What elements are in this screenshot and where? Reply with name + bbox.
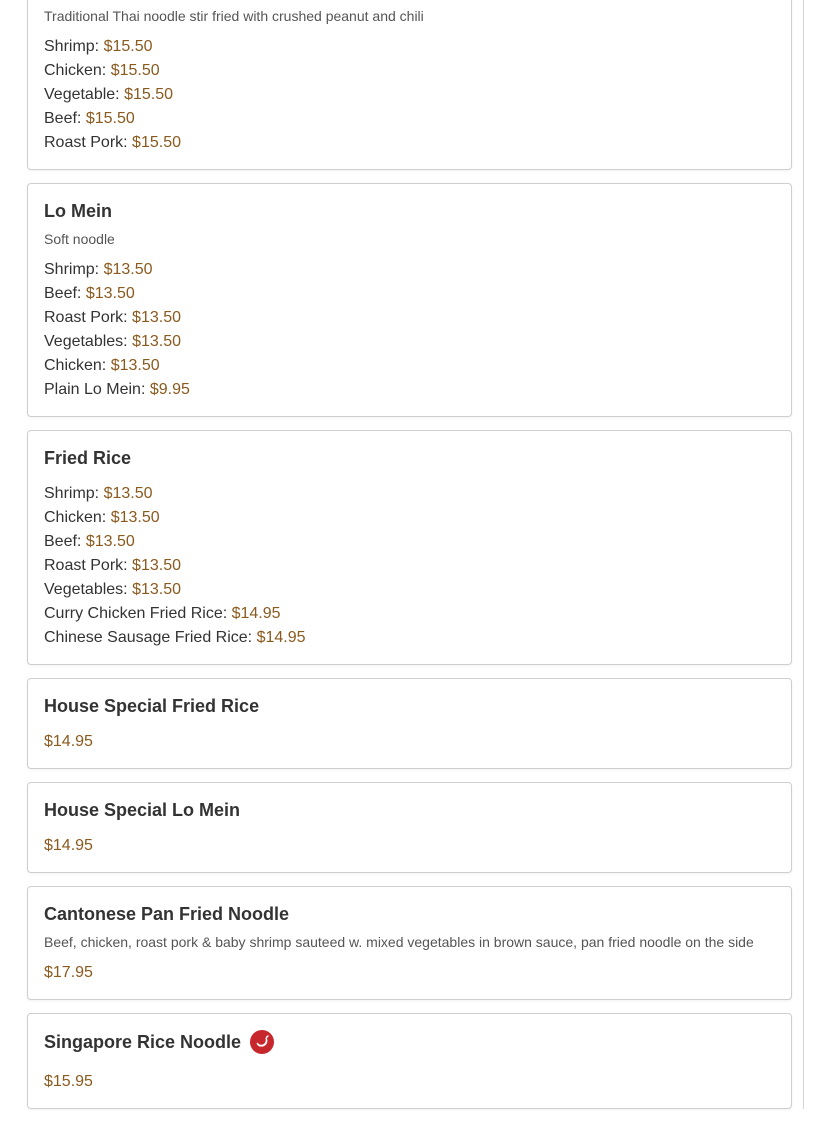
menu-item-price: $14.95: [44, 837, 93, 854]
option-price: $13.50: [103, 261, 153, 278]
price-option[interactable]: [44, 306, 775, 330]
menu-item-price: $17.95: [44, 964, 93, 981]
option-price: $13.50: [103, 485, 153, 502]
price-option[interactable]: [44, 83, 775, 107]
option-label: Chicken:: [44, 62, 107, 79]
price-option[interactable]: [44, 578, 775, 602]
option-label: Roast Pork:: [44, 557, 128, 574]
menu-item-card[interactable]: [27, 1013, 792, 1109]
option-label: Beef:: [44, 110, 82, 127]
option-price: $13.50: [85, 533, 135, 550]
option-price: $13.50: [110, 509, 160, 526]
option-price: $9.95: [149, 381, 190, 398]
option-price: $13.50: [132, 557, 181, 574]
price-option[interactable]: [44, 131, 775, 155]
option-label: Shrimp:: [44, 261, 100, 278]
menu-item-description: Soft noodle: [44, 231, 115, 247]
price-option[interactable]: [44, 482, 775, 506]
price-option[interactable]: [44, 258, 775, 282]
option-label: Curry Chicken Fried Rice:: [44, 605, 228, 622]
price-option[interactable]: [44, 378, 775, 402]
page-edge-divider: [803, 0, 804, 1109]
option-label: Chicken:: [44, 509, 107, 526]
option-price: $13.50: [132, 333, 182, 350]
price-option[interactable]: [44, 554, 775, 578]
option-price: $15.50: [85, 110, 135, 127]
menu-list: [27, 0, 792, 1122]
menu-item-title: Fried Rice: [44, 448, 132, 468]
price-option[interactable]: [44, 330, 775, 354]
menu-item-title: House Special Fried Rice: [44, 696, 260, 716]
menu-item-description: Traditional Thai noodle stir fried with crushed peanut and chili: [44, 8, 424, 24]
menu-item-description: Beef, chicken, roast pork & baby shrimp sauteed w. mixed vegetables in brown sauce, pan fried noodle on the side: [44, 934, 754, 950]
option-price: $13.50: [85, 285, 135, 302]
menu-item-card[interactable]: [27, 430, 792, 665]
price-option[interactable]: [44, 35, 775, 59]
menu-item-card[interactable]: [27, 678, 792, 769]
option-label: Beef:: [44, 285, 82, 302]
menu-item-price: $14.95: [44, 733, 93, 750]
menu-item-title: Cantonese Pan Fried Noodle: [44, 904, 290, 924]
menu-item-header: [44, 1030, 775, 1054]
menu-item-card[interactable]: [27, 782, 792, 873]
option-label: Roast Pork:: [44, 309, 128, 326]
option-label: Chinese Sausage Fried Rice:: [44, 629, 253, 646]
price-option[interactable]: [44, 282, 775, 306]
menu-item-title: Singapore Rice Noodle: [44, 1032, 242, 1052]
option-price: $15.50: [110, 62, 160, 79]
option-label: Plain Lo Mein:: [44, 381, 146, 398]
menu-item-title: Lo Mein: [44, 201, 112, 221]
menu-item-card[interactable]: [27, 886, 792, 1000]
option-label: Shrimp:: [44, 38, 100, 55]
price-option[interactable]: [44, 602, 775, 626]
price-option[interactable]: [44, 59, 775, 83]
option-label: Vegetable:: [44, 86, 120, 103]
menu-item-card[interactable]: [27, 0, 792, 170]
option-price: $13.50: [132, 309, 181, 326]
price-option[interactable]: [44, 354, 775, 378]
option-label: Chicken:: [44, 357, 107, 374]
option-label: Vegetables:: [44, 333, 128, 350]
price-option[interactable]: [44, 506, 775, 530]
option-price: $15.50: [132, 134, 181, 151]
option-label: Vegetables:: [44, 581, 128, 598]
price-option[interactable]: [44, 626, 775, 650]
option-price: $15.50: [124, 86, 174, 103]
menu-item-card[interactable]: [27, 183, 792, 417]
price-option[interactable]: [44, 530, 775, 554]
menu-item-title: House Special Lo Mein: [44, 800, 241, 820]
option-label: Shrimp:: [44, 485, 100, 502]
option-price: $13.50: [132, 581, 182, 598]
option-label: Roast Pork:: [44, 134, 128, 151]
option-price: $15.50: [103, 38, 153, 55]
option-price: $14.95: [256, 629, 306, 646]
option-price: $13.50: [110, 357, 160, 374]
option-price: $14.95: [231, 605, 281, 622]
option-label: Beef:: [44, 533, 82, 550]
menu-item-price: $15.95: [44, 1073, 93, 1090]
price-option[interactable]: [44, 107, 775, 131]
spicy-chili-icon: [250, 1030, 274, 1054]
